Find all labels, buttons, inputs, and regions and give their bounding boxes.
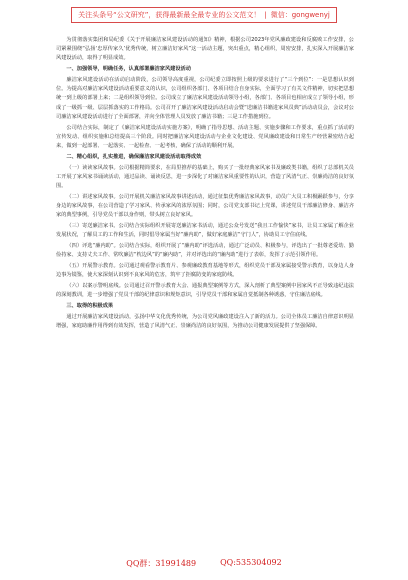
subsection-1-paragraph: （一）读读家风故事。公司根据精简要求，在局里推荐的基础上，购买了一批经典家风家书及廉政类书籍，组织了总部机关员工开展了家风家书诵读活动，通过品读、诵读反思，进一步深化了对廉洁家风重要性的认识，营造了风清气正、崇廉尚洁的良好氛围。 [56, 164, 354, 190]
banner-separator: | [264, 11, 267, 19]
intro-paragraph: 为贯彻落实集团和局纪委《关于开展廉洁家风建设活动的通知》精神，根据公司2023年党风廉政建设和反腐败工作安排，公司紧紧围绕“弘扬‘忠厚传家久’优秀传统，树立廉洁好家风”这一活动主题，突出重点，精心组织，周密安排，扎实深入开展廉洁家风建设活动，取得了明显成效。 [56, 37, 354, 62]
subsection-5-paragraph: （五）开展警示教育。公司通过观看警示教育片、参观廉政教育基地等形式，组织党员干部及家属接受警示教育，以身边人身边事为镜鉴，使大家深刻认识到不良家风的危害，筑牢了拒腐防变的家庭防线。 [56, 263, 354, 279]
qq-text: QQ:535304092 [220, 558, 282, 567]
top-banner [0, 0, 408, 30]
section-1-paragraph-1: 廉洁家风建设活动在活动启动阶段，公司领导高度重视，公司纪委立即按照上级的要求进行了“三个到位”：一是思想认识到位。为提高对廉洁家风建设活动重要意义的认识，公司组织各部门、各项目结合自身实际，全面学习了有关文件精神，切实把思想统一到上级的部署上来；二是组织领导到位。公司成立了廉洁家风建设活动领导小组，各部门、各项目也相应成立了领导小组，形成了一级抓一级、层层抓落实的工作格局。公司召开了廉洁家风建设活动启动会暨“送廉洁书籍进家风员典”活动动员会，会议对公司廉洁家风建设活动进行了全面部署，并向全体管理人员发放了廉洁书籍；三是工作措施到位。 [56, 77, 354, 120]
subsection-3-paragraph: （三）寄送廉洁家书。公司结合实际组织开展寄送廉洁家书活动，通过公众号发送“我且工作愉快”家书，让员工家属了解企业发展状况，了解员工的工作和生活，同时倡导家属当好“廉内助”，做好家庭廉洁“守门人”，协助员工守住底线。 [56, 223, 354, 239]
subsection-4-paragraph: （四）评选“廉内助”。公司结合实际，组织开展了“廉内助”评选活动，通过广泛动员、积极参与，评选出了一批尊老爱幼、勤俭持家、支持丈夫工作、常吹廉洁“枕边风”的“廉内助”，并对评选出的“廉内助”进行了表彰，发挥了示范引领作用。 [56, 243, 354, 259]
section-heading-3: 三、取得的积极成果 [66, 303, 114, 310]
promo-banner-box [71, 7, 337, 23]
qq-group-text: QQ群：31991489 [126, 559, 197, 568]
subsection-6-paragraph: （六）以案示警明底线。公司通过召开警示教育大会、通报典型案例等方式，深入剖析了典型案例中因家风不正导致违纪违法的深刻教训，进一步增强了党员干部的纪律意识和规矩意识，引导党员干部和家属自觉抵制各种诱惑，守住廉洁底线。 [56, 283, 354, 299]
footer-contact [0, 558, 408, 574]
section-3-paragraph: 通过开展廉洁家风建设活动，弘扬中华文化优秀传统，为公司党风廉政建设注入了新的活力。公司全体员工廉洁自律意识明显增强，家庭助廉作用得到有效发挥，营造了风清气正、崇廉尚洁的良好氛围，为推动公司健康发展提供了坚强保障。 [56, 313, 354, 330]
section-1-paragraph-2: 公司结合实际，制定了《廉洁家风建设活动实施方案》，明确了指导思想、活动主题、实施步骤和工作要求，重点抓了活动的宣传发动、组织实施和总结提高三个阶段。同时把廉洁家风建设活动与企业文化建设、党风廉政建设和日常生产经营紧密结合起来，做到一起部署、一起落实、一起检查、一起考核，确保了活动的顺利开展。 [56, 124, 354, 150]
wechat-text: 微信：gongwenyj [270, 11, 330, 19]
document-body [56, 36, 354, 556]
section-heading-2: 二、精心组织，扎实推进，确保廉洁家风建设活动取得成效 [66, 153, 202, 160]
section-heading-1: 一、加强领导，明确任务，认真部署廉洁家风建设活动 [66, 66, 191, 73]
subsection-2-paragraph: （二）讲述家风故事。公司开展机关廉洁家风故事讲述活动，通过征集优秀廉洁家风故事，动员广大员工积极踊跃参与，分享身边的家风故事，在公司营造了学习家风、传承家风的浓厚氛围；同时，公司党支部书记上党课，讲述党员干部廉洁修身、廉洁齐家的典型事例，引导党员干部以身作则，带头树立良好家风。 [56, 193, 354, 219]
promo-text: 关注头条号“公文研究”，获得最新最全最专业的公文范文！ [78, 11, 261, 19]
